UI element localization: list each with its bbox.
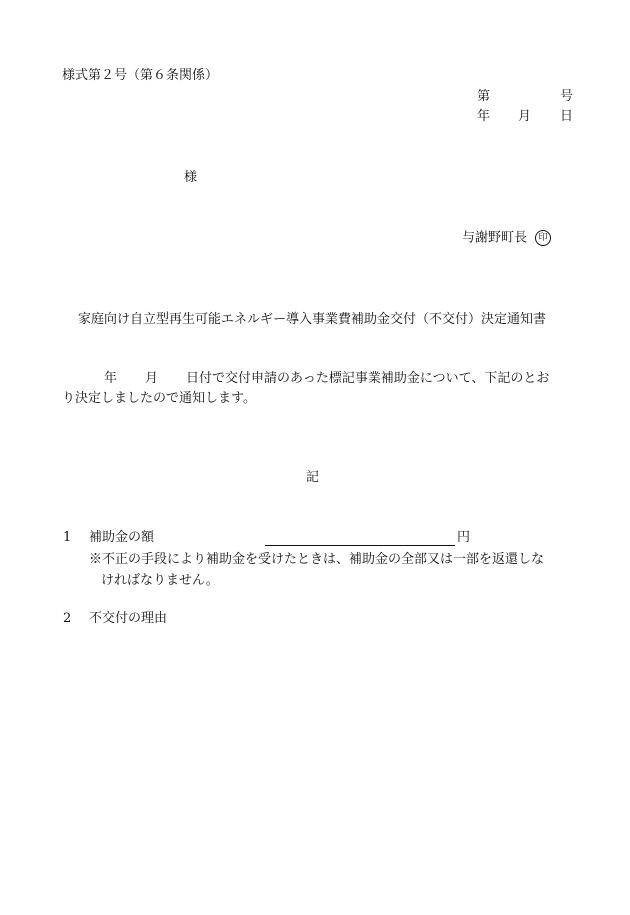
date-month: 月	[518, 109, 532, 124]
date-day: 日	[560, 109, 574, 124]
body-month: 月	[145, 371, 159, 386]
item-2-number: 2	[63, 611, 72, 626]
item-2-label: 不交付の理由	[89, 611, 168, 626]
body-text-line2: り決定しましたので通知します。	[62, 391, 256, 406]
date-year: 年	[477, 109, 491, 124]
item-1-note-line1: ※不正の手段により補助金を受けたときは、補助金の全部又は一部を返還しな	[89, 552, 545, 567]
ki-heading: 記	[306, 470, 320, 485]
item-1-note-line2: ければなりません。	[101, 573, 219, 588]
form-label: 様式第２号（第６条関係）	[62, 68, 219, 83]
item-1-unit: 円	[457, 530, 471, 545]
document-title: 家庭向け自立型再生可能エネルギー導入事業費補助金交付（不交付）決定通知書	[78, 312, 547, 327]
ref-go: 号	[560, 89, 574, 104]
sender	[462, 230, 551, 247]
seal-mark: 印	[535, 230, 551, 246]
item-1-number: 1	[63, 530, 72, 545]
sender-name: 与謝野町長	[462, 230, 528, 246]
item-1-label: 補助金の額	[89, 530, 155, 545]
body-text-line1: 日付で交付申請のあった標記事業補助金について、下記のとお	[186, 371, 550, 386]
amount-blank-line	[265, 545, 455, 546]
ref-dai: 第	[477, 89, 491, 104]
addressee-suffix: 様	[184, 170, 198, 185]
body-year: 年	[104, 371, 118, 386]
